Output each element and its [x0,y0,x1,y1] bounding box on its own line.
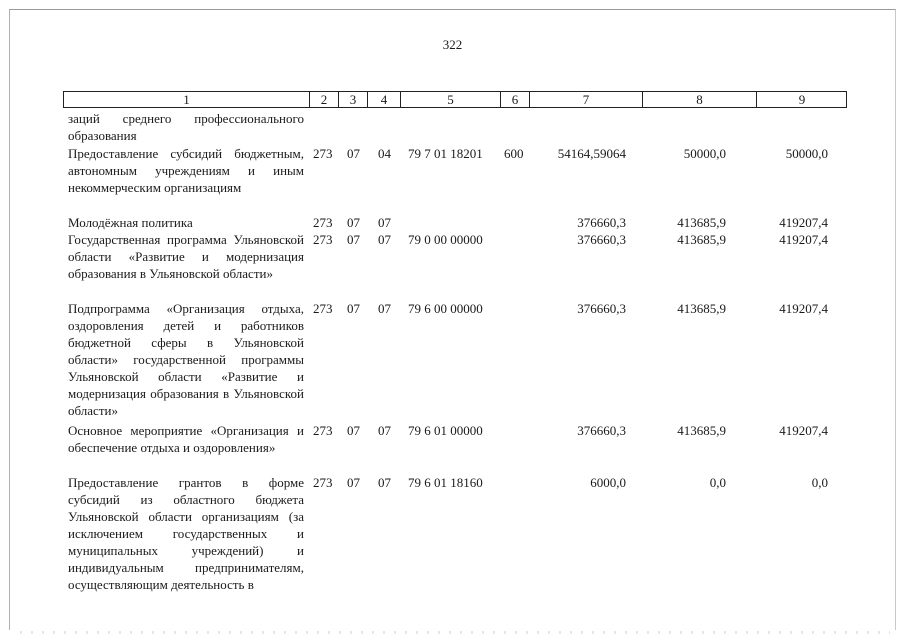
row-col-8: 413685,9 [677,215,726,230]
row-col-9: 419207,4 [779,423,828,438]
row-col-2: 273 [313,232,333,247]
row-name: Молодёжная политика [68,215,193,230]
row-name: Основное мероприятие «Организация и обеспечение отдыха и оздоровления» [68,423,304,455]
row-col-4: 07 [378,232,391,247]
row-col-9: 419207,4 [779,232,828,247]
row-col-4: 07 [378,423,391,438]
row-col-5: 79 0 00 00000 [408,232,483,247]
row-col-3: 07 [347,423,360,438]
row-col-2: 273 [313,215,333,230]
row-col-2: 273 [313,146,333,161]
header-col-6: 6 [500,92,529,107]
scan-artifact [20,631,890,634]
page-number: 322 [442,37,463,52]
row-col-8: 50000,0 [683,146,726,161]
row-col-3: 07 [347,215,360,230]
row-col-2: 273 [313,301,333,316]
row-col-7: 376660,3 [577,423,626,438]
header-col-5: 5 [400,92,500,107]
row-name: Предоставление субсидий бюджетным, автономным учреждениям и иным некоммерческим организациям [68,146,304,195]
row-col-9: 419207,4 [779,301,828,316]
header-col-8: 8 [642,92,756,107]
row-col-8: 413685,9 [677,301,726,316]
row-name: Государственная программа Ульяновской области «Развитие и модернизация образования в Ульяновской области» [68,232,304,281]
row-col-5: 79 6 00 00000 [408,301,483,316]
row-col-7: 376660,3 [577,301,626,316]
row-col-4: 07 [378,215,391,230]
row-col-7: 6000,0 [590,475,626,490]
row-col-4: 07 [378,475,391,490]
row-col-5: 79 6 01 00000 [408,423,483,438]
header-col-9: 9 [756,92,847,107]
header-col-7: 7 [529,92,642,107]
row-col-3: 07 [347,232,360,247]
row-col-4: 07 [378,301,391,316]
row-col-2: 273 [313,423,333,438]
row-col-7: 54164,59064 [557,146,626,161]
row-col-7: 376660,3 [577,232,626,247]
row-col-2: 273 [313,475,333,490]
row-col-9: 419207,4 [779,215,828,230]
row-col-7: 376660,3 [577,215,626,230]
row-col-8: 413685,9 [677,232,726,247]
row-col-4: 04 [378,146,391,161]
row-col-5: 79 7 01 18201 [408,146,483,161]
table-header [63,91,847,108]
row-name: Подпрограмма «Организация отдыха, оздоровления детей и работников бюджетной сферы в Ульяновской области» государственной программы Ульяновской области «Развитие и модернизация образования в Ульяновской области» [68,301,304,418]
row-col-3: 07 [347,146,360,161]
row-col-8: 413685,9 [677,423,726,438]
row-name: Предоставление грантов в форме субсидий из областного бюджета Ульяновской области организациям (за исключением государственных и муниципальных учреждений) и индивидуальным предпринимателям, осуществляющим деятельность в [68,475,304,592]
row-col-3: 07 [347,475,360,490]
header-col-1: 1 [183,92,190,107]
header-col-3: 3 [338,92,367,107]
row-col-6: 600 [504,146,524,161]
header-col-4: 4 [367,92,400,107]
header-col-2: 2 [309,92,338,107]
row-col-9: 50000,0 [785,146,828,161]
row-col-9: 0,0 [811,475,828,490]
row-col-3: 07 [347,301,360,316]
row-col-5: 79 6 01 18160 [408,475,483,490]
row-col-8: 0,0 [709,475,726,490]
row-name: заций среднего профессионального образования [68,111,304,143]
